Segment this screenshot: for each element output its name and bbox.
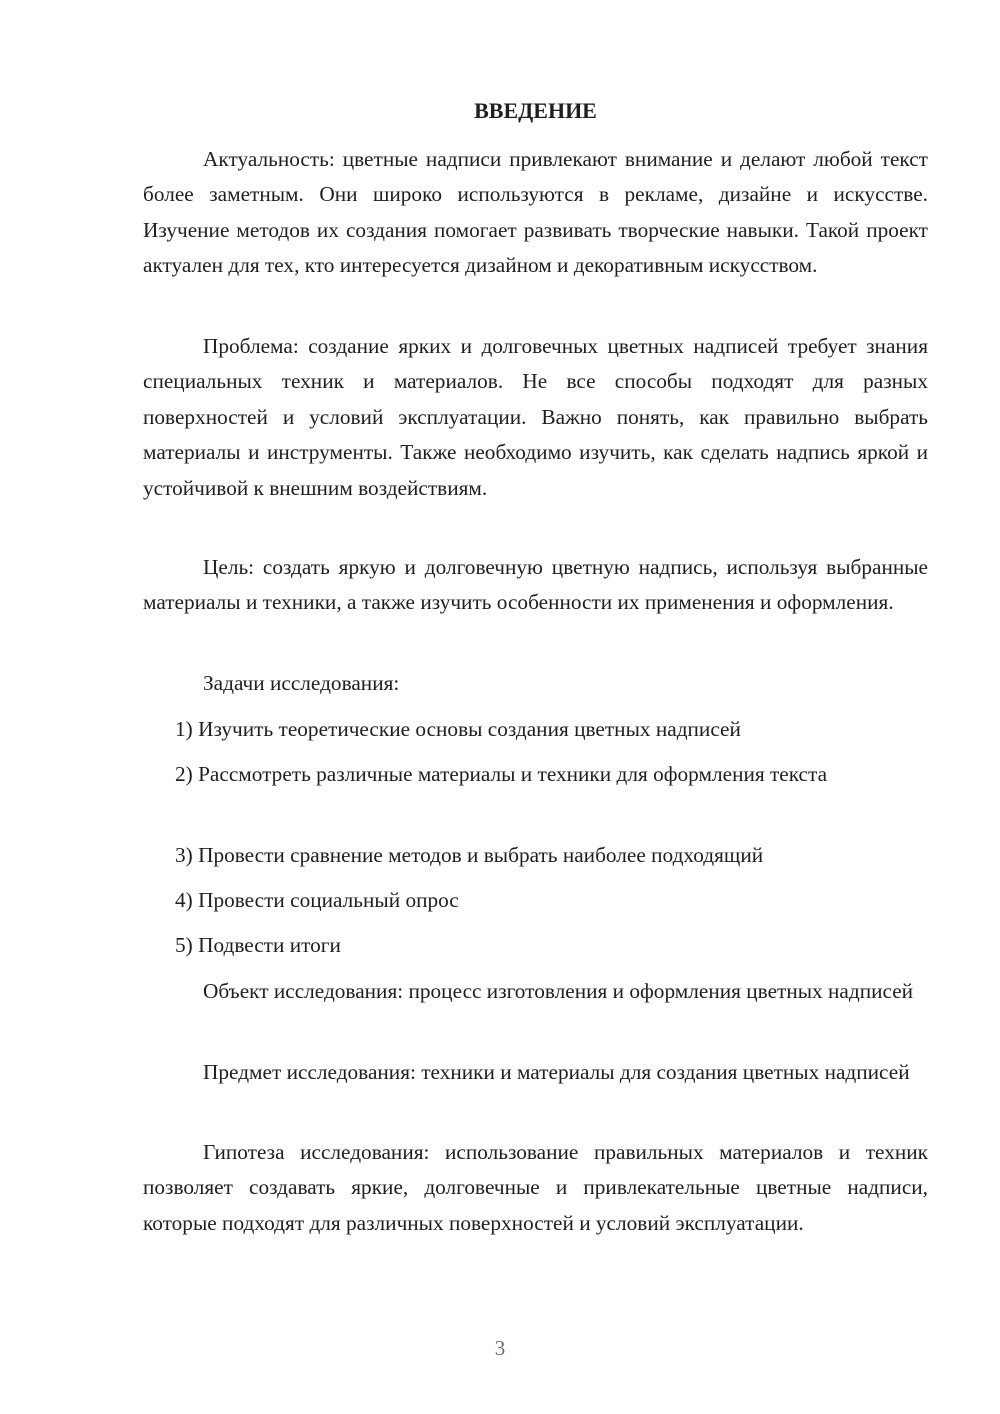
paragraph-relevance: Актуальность: цветные надписи привлекают внимание и делают любой текст более заметным. Они широко используются в рекламе, дизайне и искусстве. Изучение методов их создания помогает развивать творческие навыки. Такой проект актуален для тех, кто интересуется дизайном и декоративным искусством. xyxy=(143,147,928,278)
task-item-3: 3) Провести сравнение методов и выбрать наиболее подходящий xyxy=(175,843,764,867)
paragraph-goal: Цель: создать яркую и долговечную цветную надпись, используя выбранные материалы и техники, а также изучить особенности их применения и оформления. xyxy=(143,555,928,615)
paragraph-subject: Предмет исследования: техники и материалы для создания цветных надписей xyxy=(203,1060,910,1084)
task-item-4: 4) Провести социальный опрос xyxy=(175,888,459,912)
task-item-2: 2) Рассмотреть различные материалы и техники для оформления текста xyxy=(175,762,828,786)
tasks-title: Задачи исследования: xyxy=(203,671,400,695)
page-number: 3 xyxy=(494,1336,506,1360)
task-item-1: 1) Изучить теоретические основы создания цветных надписей xyxy=(175,717,741,741)
paragraph-hypothesis: Гипотеза исследования: использование правильных материалов и техник позволяет создавать яркие, долговечные и привлекательные цветные надписи, которые подходят для различных поверхностей и условий эксплуатации. xyxy=(143,1140,928,1235)
page-heading: ВВЕДЕНИЕ xyxy=(474,98,597,123)
task-item-5: 5) Подвести итоги xyxy=(175,933,341,957)
paragraph-object: Объект исследования: процесс изготовления и оформления цветных надписей xyxy=(203,979,914,1003)
paragraph-problem: Проблема: создание ярких и долговечных цветных надписей требует знания специальных техник и материалов. Не все способы подходят для разных поверхностей и условий эксплуатации. Важно понять, как правильно выбрать материалы и инструменты. Также необходимо изучить, как сделать надпись яркой и устойчивой к внешним воздействиям. xyxy=(143,334,928,500)
